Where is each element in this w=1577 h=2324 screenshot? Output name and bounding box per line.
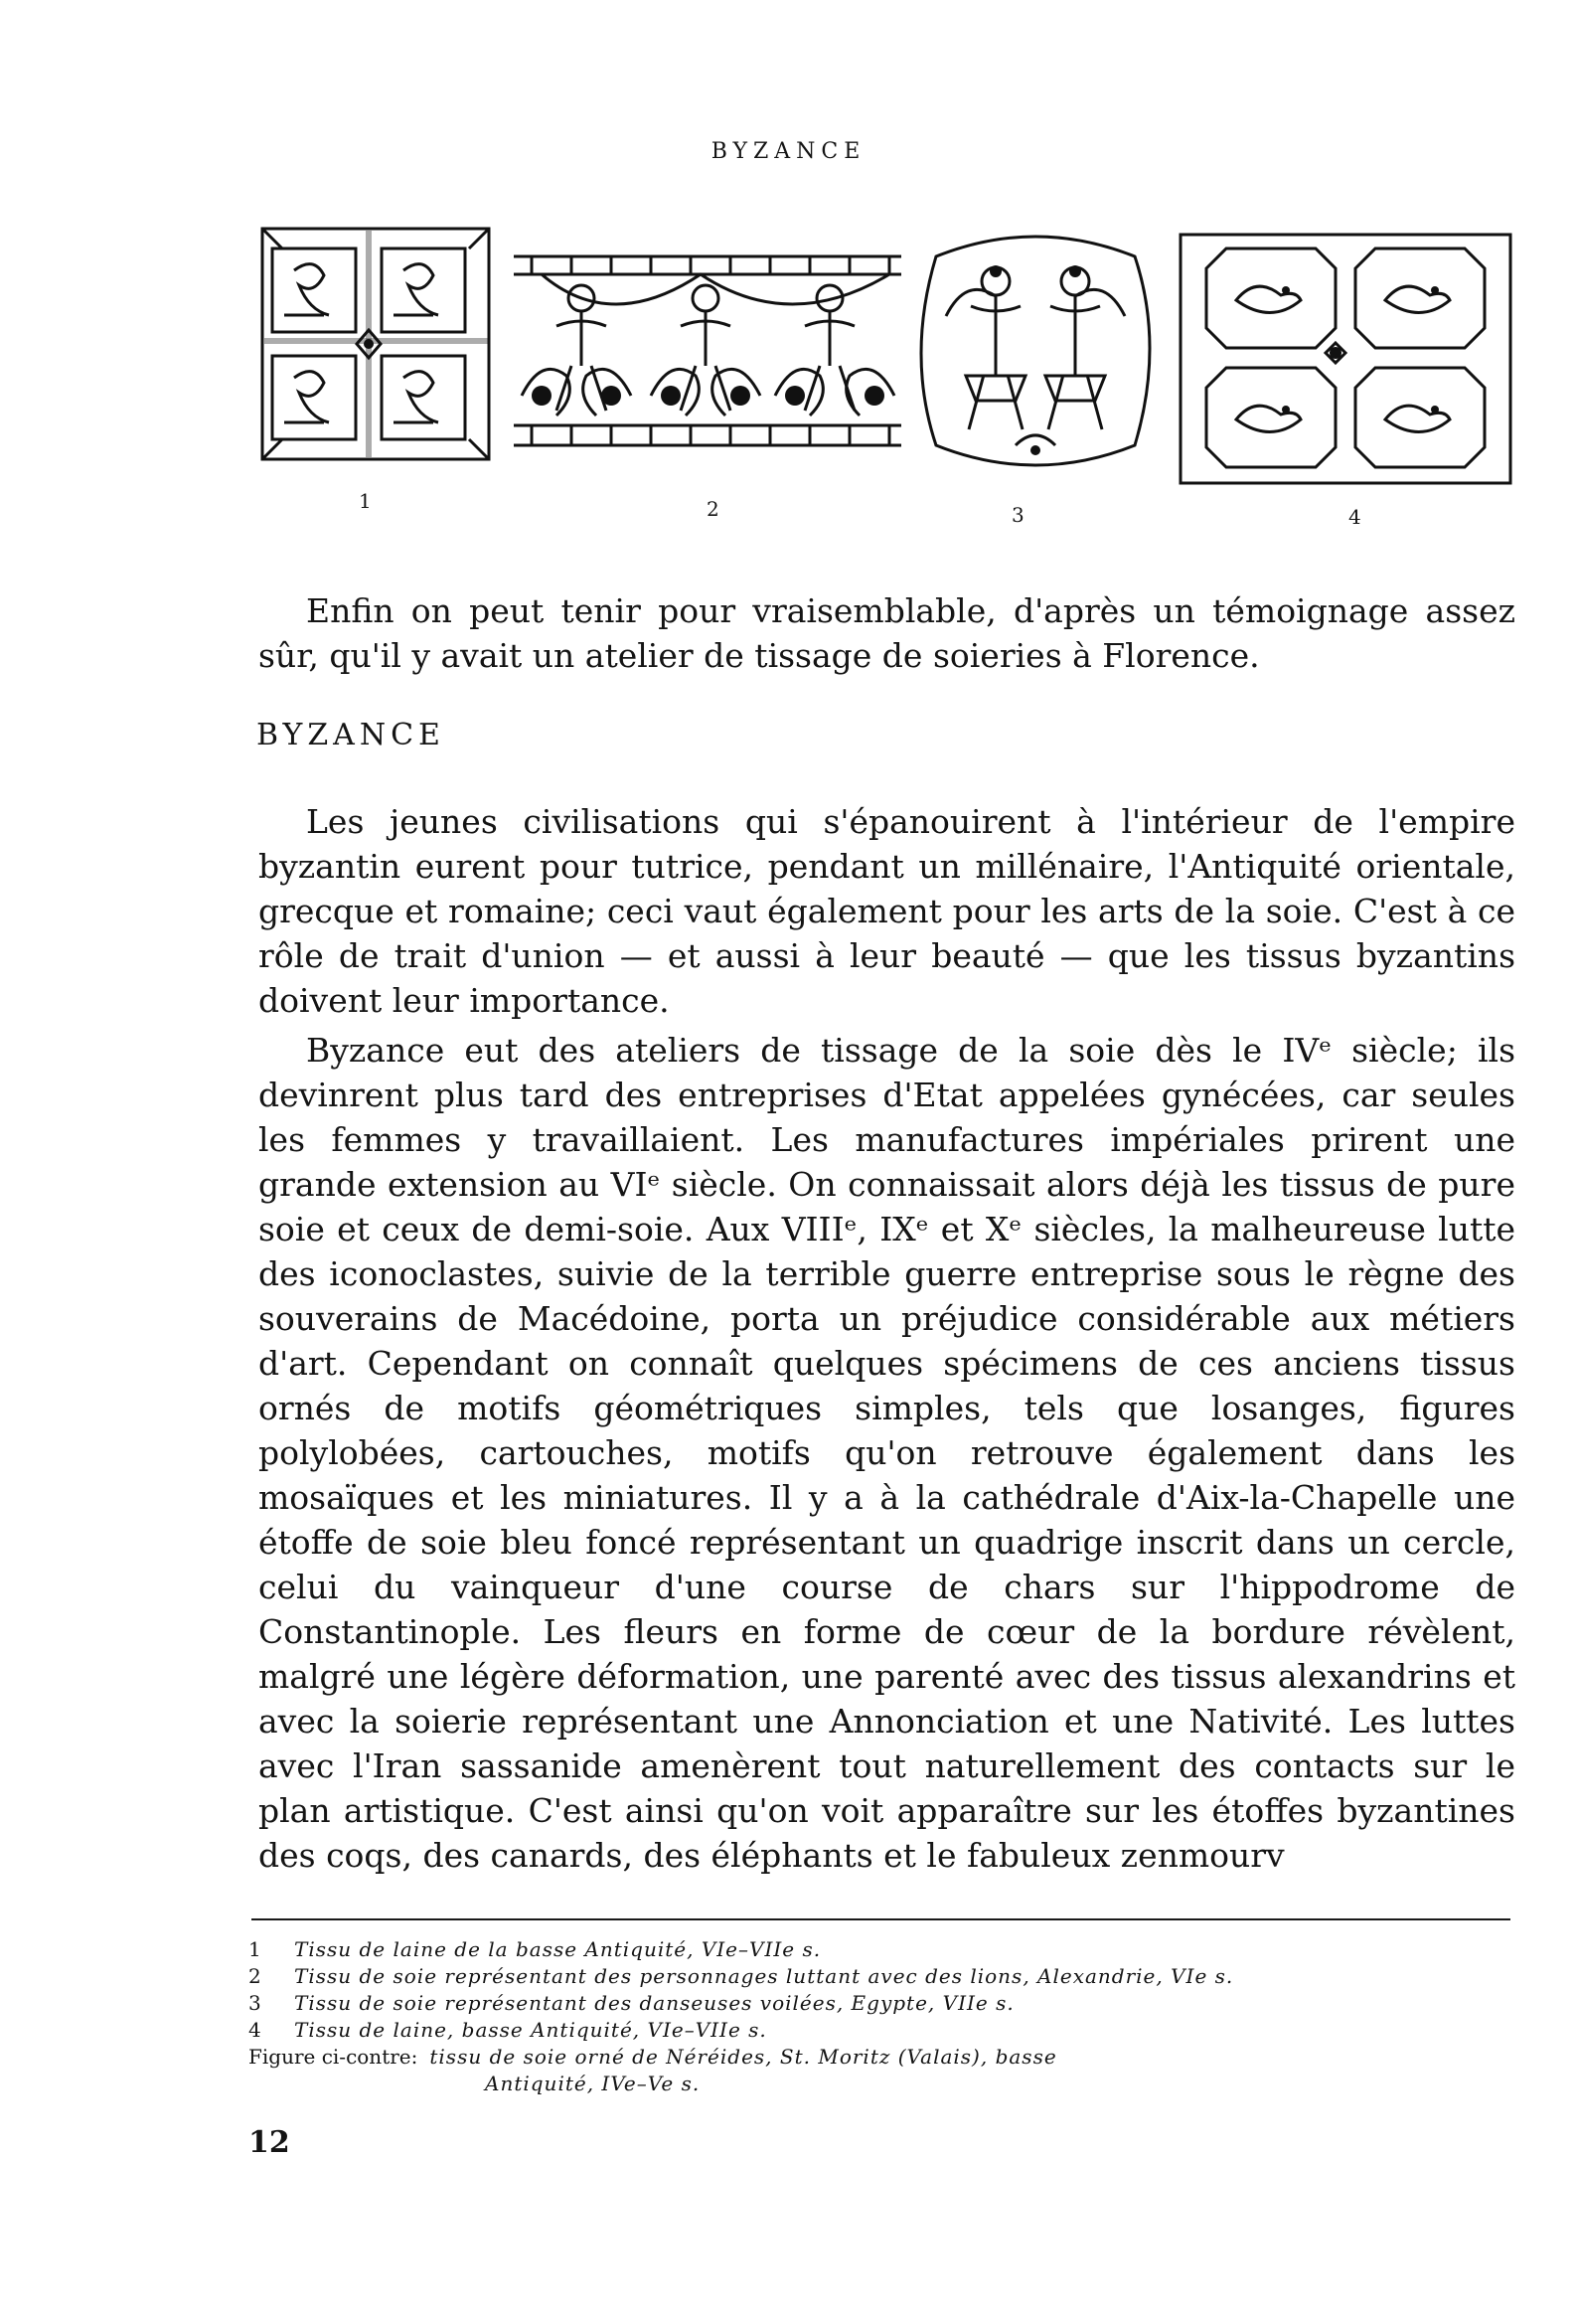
footnote-1	[248, 1936, 1530, 1963]
figure-2-silk-lions	[512, 227, 904, 467]
footnote-number: 1	[248, 1937, 261, 1961]
footnote-3	[248, 1990, 1530, 2017]
figure-caption	[248, 2044, 1530, 2071]
footnote-text: Tissu de laine, basse Antiquité, VIe–VIIe s.	[294, 2018, 767, 2042]
footnote-4	[248, 2017, 1530, 2044]
figure-3-silk-dancers	[916, 227, 1155, 475]
figure-3-number: 3	[1012, 503, 1025, 527]
paragraph-2: Byzance eut des ateliers de tissage de la soie dès le IVᵉ siècle; ils devinrent plus tard des entreprises d'Etat appelées gynécées, car seules les femmes y travaillaient. Les manufactures impériales prirent une grande extension au VIᵉ siècle. On connaissait alors déjà les tissus de pure soie et ceux de demi-soie. Aux VIIIᵉ, IXᵉ et Xᵉ siècles, la malheureuse lutte des iconoclastes, suivie de la terrible guerre entreprise sous le règne des souverains de Macédoine, porta un préjudice considérable aux métiers d'art. Cependant on connaît quelques spécimens de ces anciens tissus ornés de motifs géométriques simples, tels que losanges, figures polylobées, cartouches, motifs qu'on retrouve également dans les mosaïques et les miniatures. Il y a à la cathédrale d'Aix-la-Chapelle une étoffe de soie bleu foncé représentant un quadrige inscrit dans un cercle, celui du vainqueur d'une course de chars sur l'hippodrome de Constantinople. Les fleurs en forme de cœur de la bordure révèlent, malgré une légère déformation, une parenté avec des tissus alexandrins et avec la soierie représentant une Annonciation et une Nativité. Les luttes avec l'Iran sassanide amenèrent tout naturellement des contacts sur le plan artistique. C'est ainsi qu'on voit apparaître sur les étoffes byzantines des coqs, des canards, des éléphants et le fabuleux zenmourv	[258, 1031, 1515, 1875]
footnote-text: Tissu de laine de la basse Antiquité, VIe–VIIe s.	[294, 1937, 822, 1961]
footnote-text: Tissu de soie représentant des danseuses voilées, Egypte, VIIe s.	[294, 1991, 1015, 2015]
figure-caption-continuation	[248, 2071, 1530, 2097]
figure-1-number: 1	[359, 489, 372, 513]
intro-paragraph: Enfin on peut tenir pour vraisemblable, d'après un témoignage assez sûr, qu'il y avait un atelier de tissage de soieries à Florence.	[258, 591, 1515, 675]
paragraph-1: Les jeunes civilisations qui s'épanouirent à l'intérieur de l'empire byzantin eurent pour tutrice, pendant un millénaire, l'Antiquité orientale, grecque et romaine; ceci vaut également pour les arts de la soie. C'est à ce rôle de trait d'union — et aussi à leur beauté — que les tissus byzantins doivent leur importance.	[258, 802, 1515, 1020]
figure-4-drawing	[1177, 229, 1514, 489]
footnote-rule	[251, 1918, 1510, 1920]
footnote-text: Tissu de soie représentant des personnages luttant avec des lions, Alexandrie, VIe s.	[294, 1964, 1234, 1988]
figure-caption-line-1: tissu de soie orné de Néréides, St. Moritz (Valais), basse	[429, 2045, 1057, 2069]
figure-caption-line-2: Antiquité, IVe–Ve s.	[485, 2072, 701, 2095]
figure-1-wool-textile	[254, 221, 498, 469]
section-heading: BYZANCE	[256, 718, 445, 752]
figure-4-number: 4	[1348, 505, 1361, 529]
figure-3-drawing	[916, 227, 1155, 475]
figure-caption-label: Figure ci-contre:	[248, 2045, 418, 2069]
footnote-2	[248, 1963, 1530, 1990]
page-number: 12	[248, 2125, 290, 2160]
footnote-number: 4	[248, 2018, 261, 2042]
figure-4-wool-birds	[1177, 229, 1514, 489]
footnote-number: 3	[248, 1991, 261, 2015]
figure-1-drawing	[254, 221, 498, 469]
figure-2-number: 2	[707, 497, 719, 521]
running-head: BYZANCE	[710, 139, 867, 164]
footnotes	[248, 1936, 1530, 2097]
figure-2-drawing	[512, 227, 904, 467]
footnote-number: 2	[248, 1964, 261, 1988]
